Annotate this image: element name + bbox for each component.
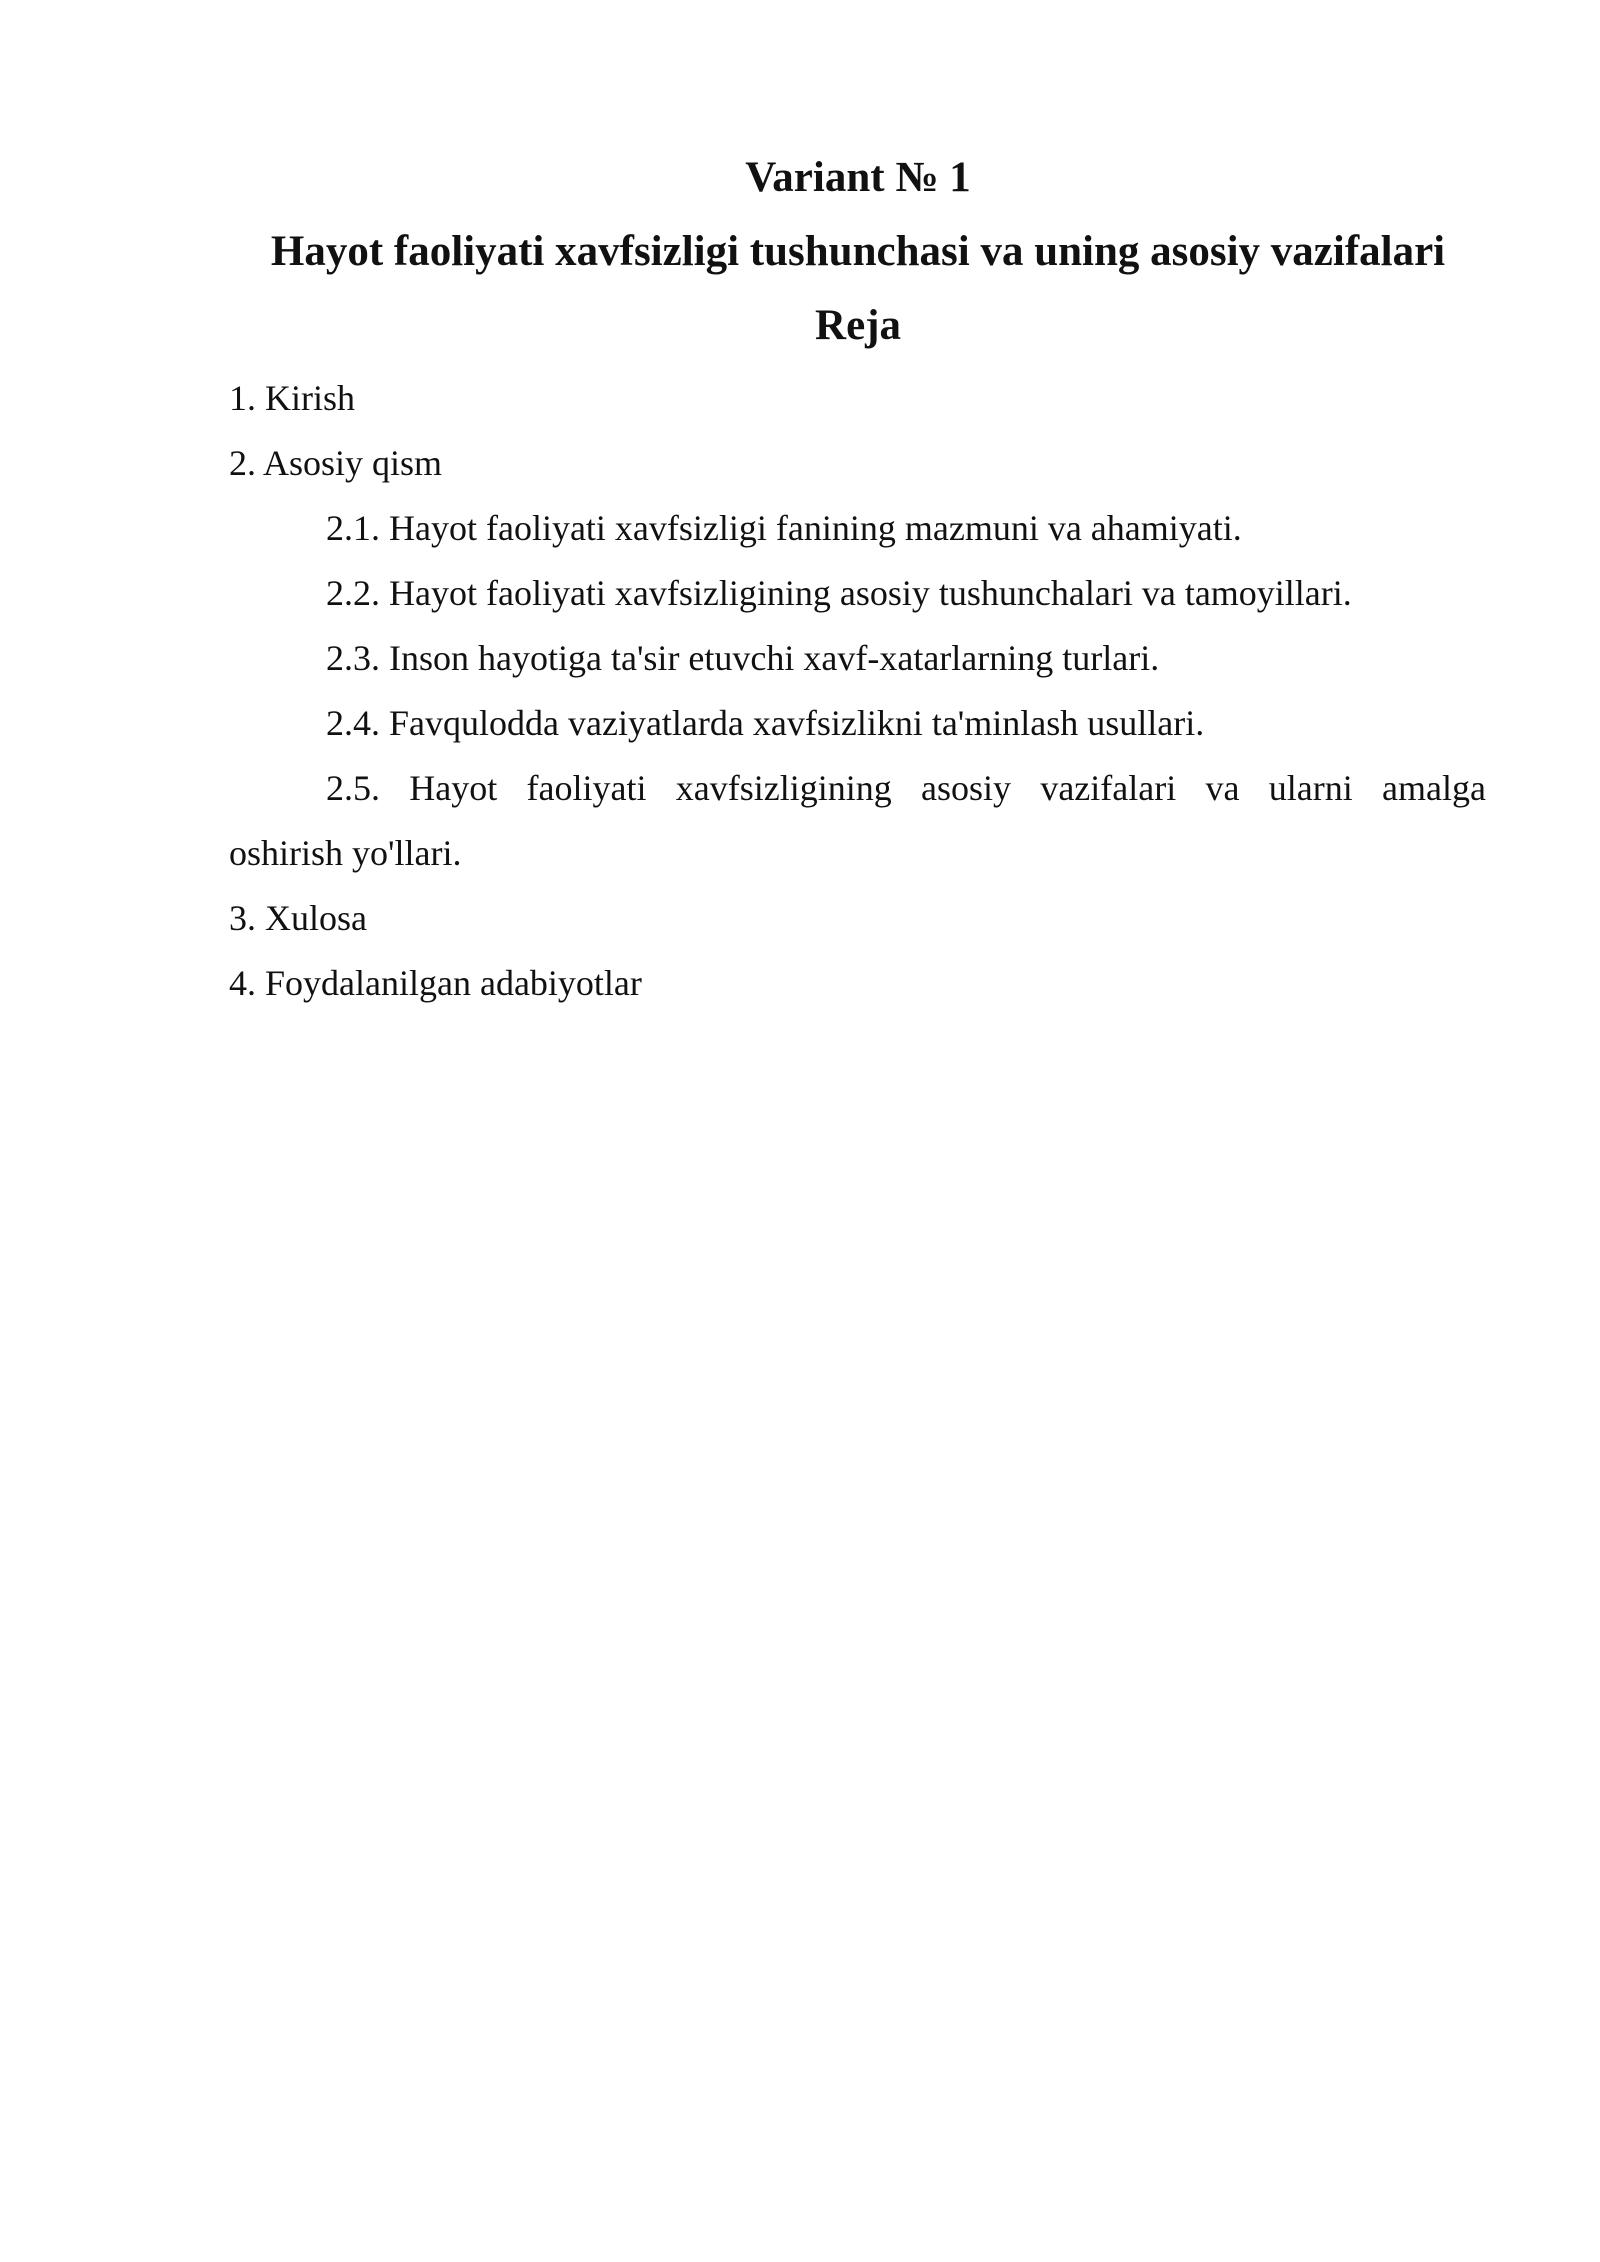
plan-subitem-2-5-word: 2.5. (326, 768, 380, 808)
plan-subitem-2-5 (326, 770, 1486, 806)
plan-subitem-2-4: 2.4. Favqulodda vaziyatlarda xavfsizlikni ta'minlash usullari. (326, 703, 1205, 743)
plan-subitem-2-5-word: va (1205, 768, 1240, 808)
plan-subitem-2-5-word: ularni (1268, 768, 1353, 808)
plan-subitem-2-5-word: faoliyati (526, 768, 647, 808)
plan-item-main-part: 2. Asosiy qism (229, 443, 443, 483)
plan-subitem-2-5-word: amalga (1382, 768, 1486, 808)
plan-subitem-2-5-word: xavfsizligining (675, 768, 892, 808)
plan-title: Reja (815, 302, 901, 349)
plan-item-references: 4. Foydalanilgan adabiyotlar (229, 963, 642, 1003)
topic-title: Hayot faoliyati xavfsizligi tushunchasi va uning asosiy vazifalari (270, 228, 1446, 275)
plan-item-conclusion: 3. Xulosa (229, 898, 367, 938)
plan-subitem-2-3: 2.3. Inson hayotiga ta'sir etuvchi xavf-xatarlarning turlari. (326, 638, 1160, 678)
variant-title: Variant № 1 (745, 154, 971, 201)
plan-subitem-2-5-word: asosiy (921, 768, 1012, 808)
plan-item-introduction: 1. Kirish (229, 378, 355, 418)
plan-subitem-2-5-word: Hayot (409, 768, 498, 808)
plan-subitem-2-2: 2.2. Hayot faoliyati xavfsizligining asosiy tushunchalari va tamoyillari. (326, 573, 1352, 613)
plan-subitem-2-5-continuation: oshirish yo'llari. (229, 833, 462, 873)
plan-subitem-2-5-word: vazifalari (1040, 768, 1177, 808)
plan-subitem-2-1: 2.1. Hayot faoliyati xavfsizligi fanining mazmuni va ahamiyati. (326, 508, 1242, 548)
